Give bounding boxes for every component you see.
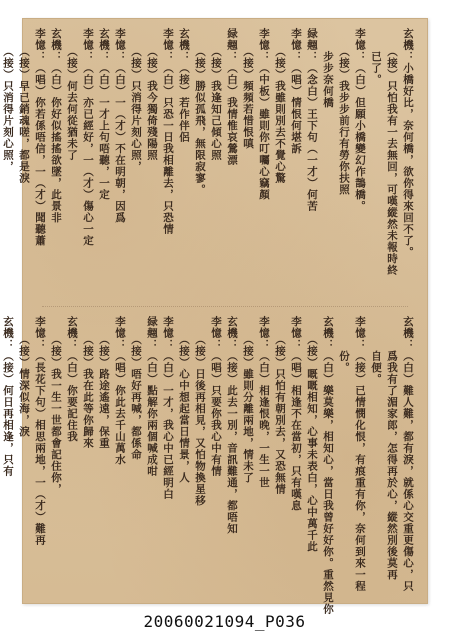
top-text-line: 李憶：（白）一（才）不在明朝，因爲 — [114, 28, 126, 224]
bottom-text-line: 李憶：（白）相逢恨晚，一生一世 — [258, 316, 270, 489]
bottom-text-line: 李憶：（唱）相逢不在當初，只有嘆息 — [290, 316, 302, 512]
top-text-line: 玄機：（接）若作伴侶 — [178, 28, 190, 143]
top-text-line: （接）我逢知己傾心照 — [210, 28, 222, 161]
bottom-text-line: （接）我在此等你歸來 — [82, 316, 94, 449]
top-text-line: 李憶：（白）亦已經好，一（才）傷心一定 — [82, 28, 94, 247]
top-text-block — [2, 28, 416, 296]
bottom-text-line: 自便。 — [370, 316, 382, 385]
top-text-line: 緑翹：（念白）王下句（一才）何苦 — [306, 28, 318, 212]
bottom-text-line: （接）嘅嘅相知，心事未表白，心中萬千此 — [306, 316, 318, 553]
top-text-line: （接）我今獨倚殘陽照 — [146, 28, 158, 161]
bottom-text-line: 份。 — [338, 316, 350, 374]
top-text-line: 李憶：（白）只恐一日我相離去，只恐情 — [162, 28, 174, 235]
top-text-line: （接）只怕我有一去無回，可嘆縱然未報時終 — [386, 28, 398, 276]
bottom-text-block — [2, 316, 416, 615]
bottom-text-line: 李憶：（接）已情憫化恨，有痕重有你，奈何到來一程 — [354, 316, 366, 592]
script-page — [2, 18, 428, 615]
top-text-line: 玄機：（白）你好似搖搖欲墜，此景非 — [50, 28, 62, 224]
top-text-line: 緑翹：（白）我情惟哀鶯漂 — [226, 28, 238, 166]
bottom-text-line: 玄機：（接）此去一別，音訊難通，都唔知 — [226, 316, 238, 535]
top-text-line: 玄機：小橋好比，奈何橋，欲你得來回不了。 — [402, 28, 414, 258]
top-text-line: 已了。 — [370, 28, 382, 86]
top-text-line: 李憶：（唱）你若係唔信，一（才）聞聽蕭 — [34, 28, 46, 247]
bottom-text-line: 玄機：（接）何日再相逢，只有 — [2, 316, 14, 477]
top-text-line: 玄機：（白）一才上句唔聽，一定 — [98, 28, 110, 201]
bottom-text-line: 李憶：（長花下句）相思兩地，一（才）難再 — [34, 316, 46, 546]
top-text-line: （接）勝似孤飛，無限寂寥。 — [194, 28, 206, 196]
top-text-line: （接）早已銷魂嗟，都是淚 — [18, 28, 30, 184]
bottom-text-line: （接）情深似海，淚 — [18, 316, 30, 438]
top-text-line: 李憶：（白）但願小橋變幻作鵲橋。 — [354, 28, 366, 212]
top-text-line: 李憶：（中板）雖則你叮囑心竊顏 — [258, 28, 270, 201]
page-fold-line — [42, 306, 408, 307]
bottom-text-line: 玄機：（白）樂莫樂，相知心，當日我曾好好你。重然見你 — [322, 316, 334, 615]
bottom-text-line: 玄機：（白）你要記住我 — [66, 316, 78, 443]
top-text-line: 步步奈何橋 — [322, 28, 334, 109]
bottom-text-line: （接）日後再相見，又怕物換星移 — [194, 316, 206, 507]
top-text-line: （接）只消得片刻心照， — [130, 28, 142, 173]
catalog-id: 20060021094_P036 — [143, 612, 306, 631]
bottom-text-line: 李憶：（唱）你此去千山萬水 — [114, 316, 126, 466]
bottom-text-line: 爲我有了湄家郎，怎得再於心，縱然別後莫再 — [386, 316, 398, 581]
top-text-line: （接）我雖則別去不覺心驚 — [274, 28, 286, 184]
top-text-line: （接）頻頻若惜恨嗔 — [242, 28, 254, 150]
bottom-text-line: 玄機：（白）難人難，都有淚，就係心交重更傷心，只 — [402, 316, 414, 592]
top-text-line: （接）何去何從猶未了 — [66, 28, 78, 161]
bottom-text-line: （接）我一生一世都會記住你， — [50, 316, 62, 495]
top-text-line: 李憶：（唱）情恨何堪訴 — [290, 28, 302, 155]
bottom-text-line: （接）唔好再喊，都係命 — [130, 316, 142, 461]
top-text-line: （接）只消得片刻心照， — [2, 28, 14, 173]
bottom-text-line: 李憶：（白）一才，我心中已經明白 — [162, 316, 174, 500]
bottom-text-line: （接）雖則分離兩地，情未了 — [242, 316, 254, 484]
bottom-text-line: 緑翹：（白）點解你兩個喊成咁 — [146, 316, 158, 477]
bottom-text-line: （接）路途遙遠，保重 — [98, 316, 110, 449]
bottom-text-line: （接）只怕有朝別去，又恐無情 — [274, 316, 286, 495]
bottom-text-line: 李憶：（唱）只要你我心中有情 — [210, 316, 222, 477]
top-text-line: （接）我步步前行有勞你扶照 — [338, 28, 350, 196]
bottom-text-line: （接）心中想起當日情景，人 — [178, 316, 190, 484]
